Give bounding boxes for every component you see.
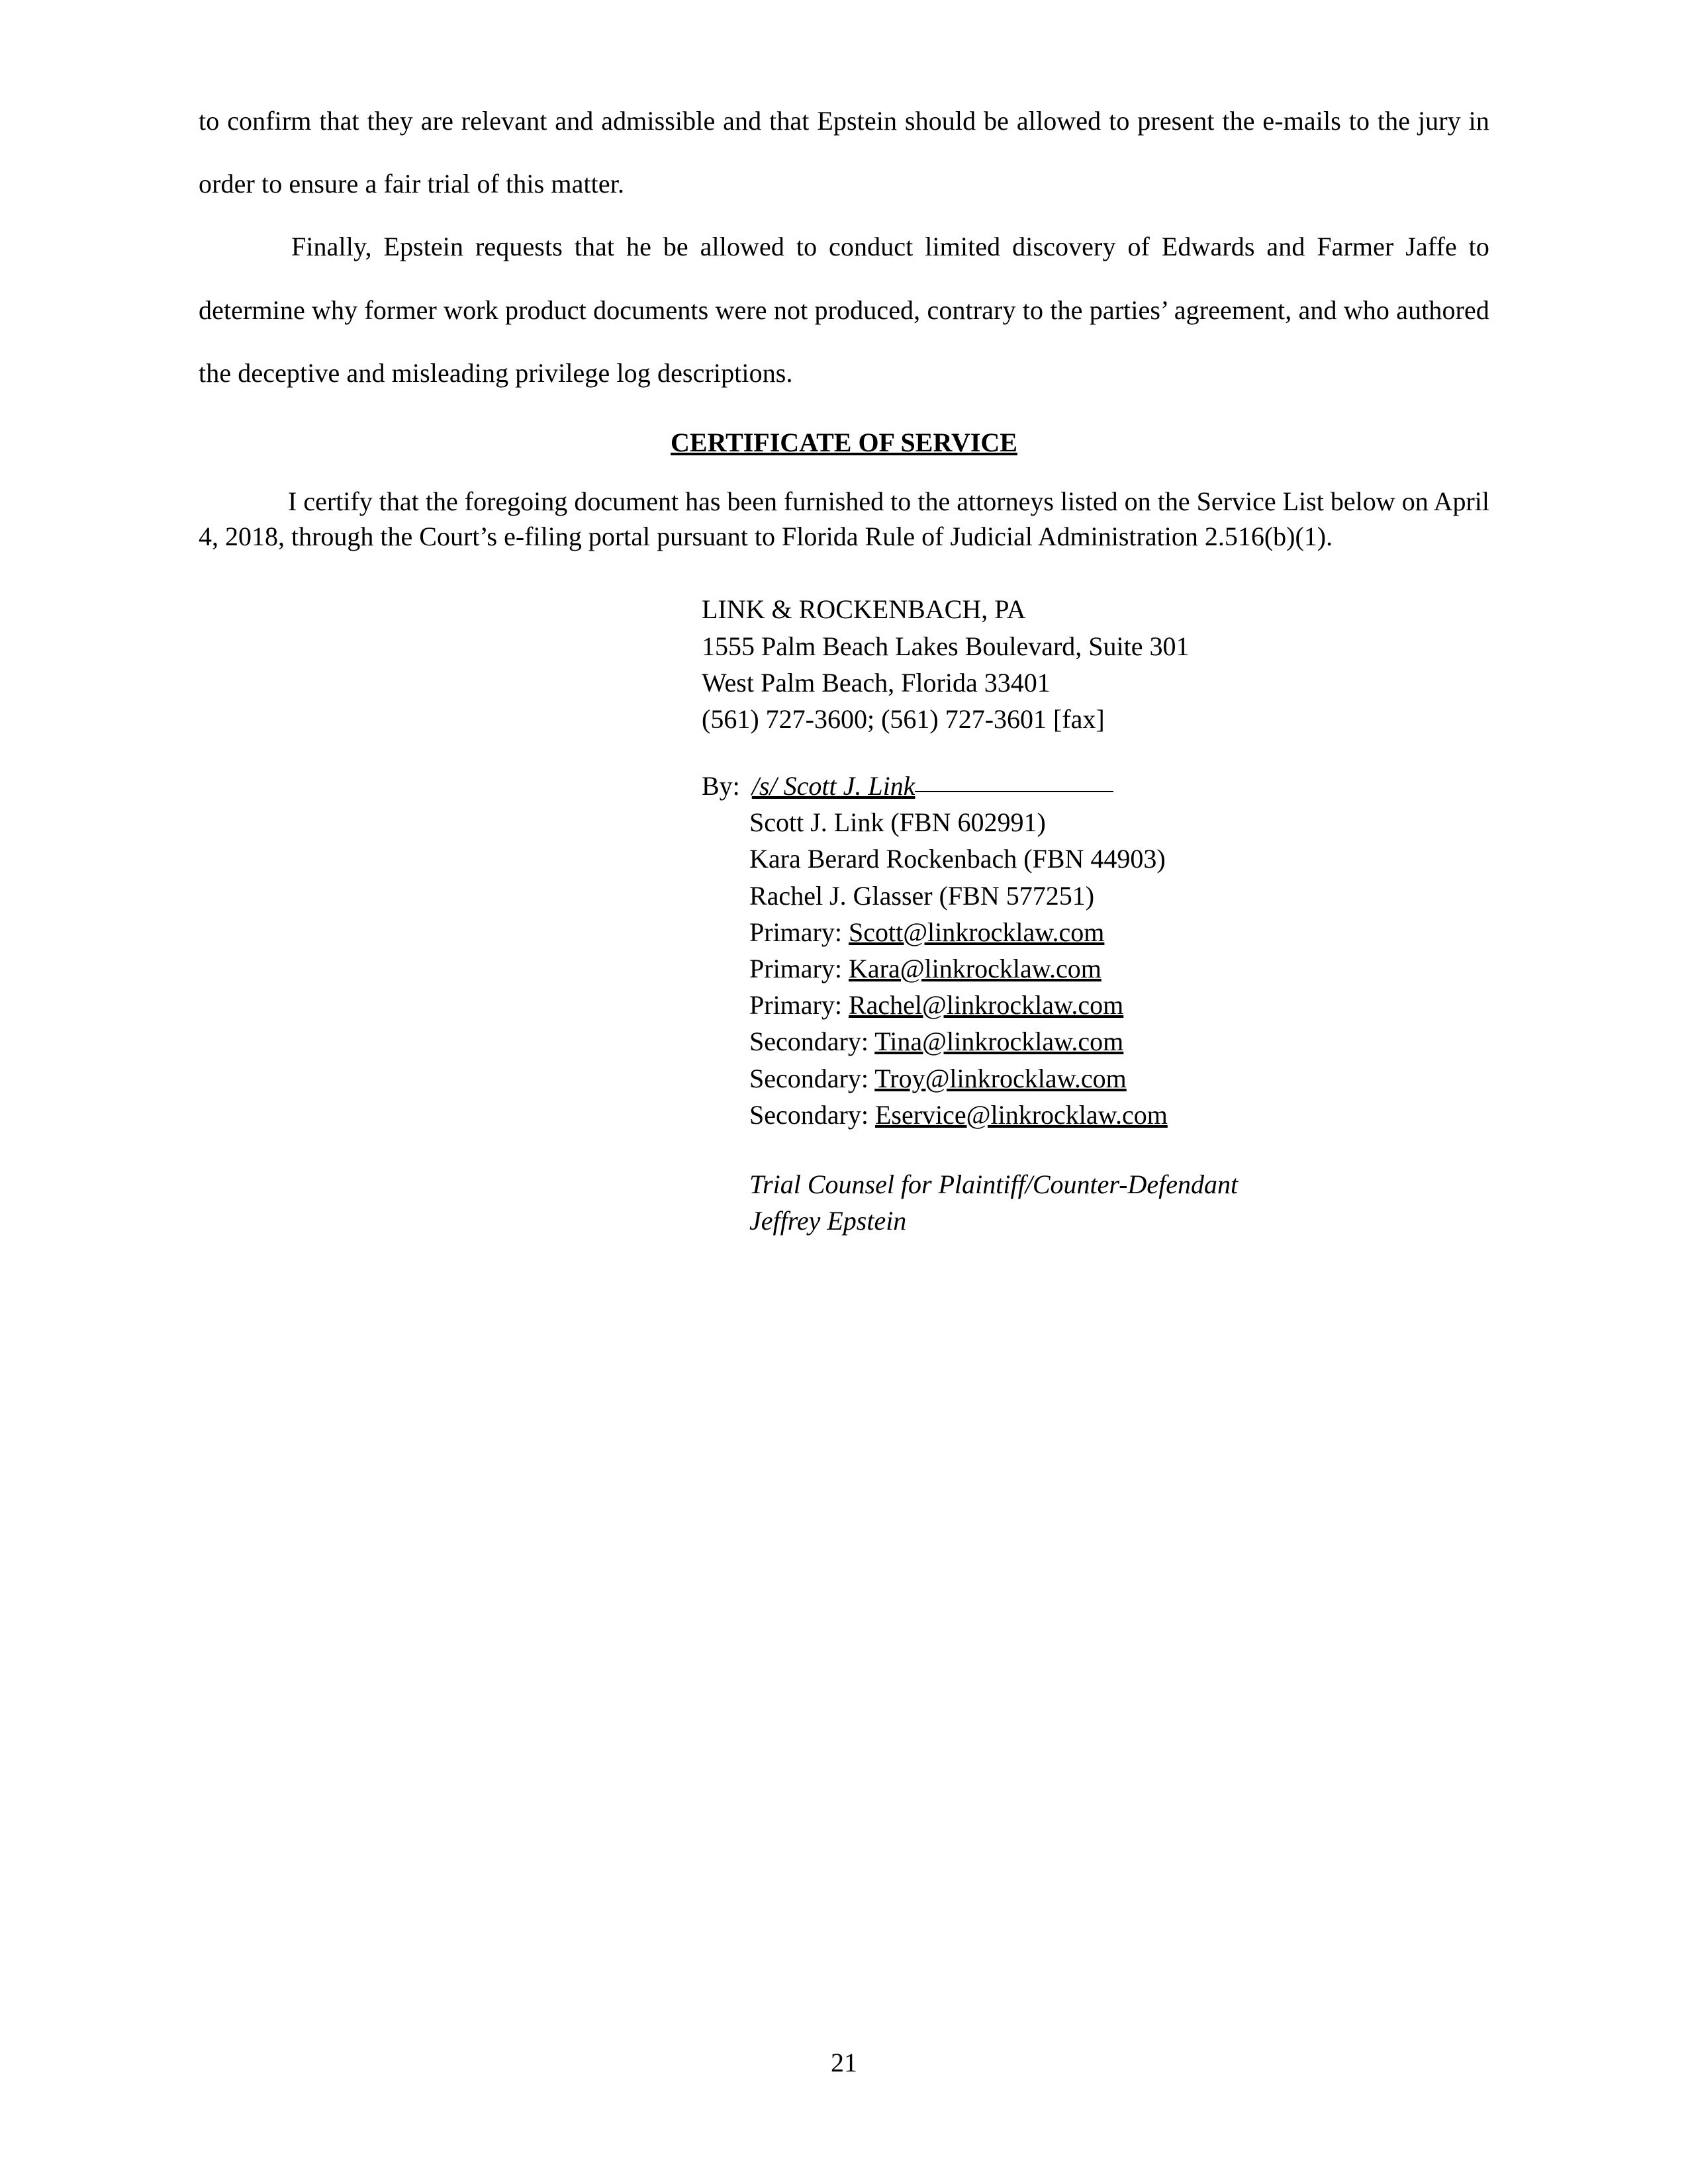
certificate-of-service-heading-text: CERTIFICATE OF SERVICE [671, 427, 1017, 457]
signature-rule [915, 791, 1113, 792]
certificate-of-service-text: I certify that the foregoing document has been furnished to the attorneys listed on the Service List below on April 4, 2018, through the Court’s e-filing portal pursuant to Florida Rule of Judicial Administration 2.516(b)(1). [199, 486, 1489, 552]
attorney-name: Kara Berard Rockenbach (FBN 44903) [749, 844, 1166, 874]
counsel-role-line-1: Trial Counsel for Plaintiff/Counter-Defendant [749, 1169, 1239, 1199]
email-row [749, 1060, 1489, 1097]
signature-block [702, 591, 1489, 1239]
firm-phone-line: (561) 727-3600; (561) 727-3601 [fax] [702, 704, 1105, 734]
certificate-of-service-heading [199, 424, 1489, 461]
page-number: 21 [831, 2048, 857, 2077]
email-address[interactable]: Rachel@linkrocklaw.com [848, 990, 1124, 1021]
firm-address-line-2: West Palm Beach, Florida 33401 [702, 667, 1051, 698]
paragraph-finally-text: Finally, Epstein requests that he be allowed to conduct limited discovery of Edwards and Farmer Jaffe to determine why former work product documents were not produced, contrary to the parties’ agreement, and who authored the deceptive and misleading privilege log descriptions. [199, 232, 1489, 388]
email-label: Secondary: [749, 1026, 868, 1057]
certificate-of-service-paragraph [199, 484, 1489, 554]
counsel-role-line-2: Jeffrey Epstein [749, 1206, 907, 1236]
email-label: Primary: [749, 990, 842, 1021]
email-address[interactable]: Tina@linkrocklaw.com [874, 1026, 1124, 1057]
email-label: Primary: [749, 954, 842, 983]
attorney-name: Scott J. Link (FBN 602991) [749, 807, 1046, 838]
email-address[interactable]: Eservice@linkrocklaw.com [874, 1099, 1168, 1130]
email-label: Secondary: [749, 1063, 868, 1093]
email-row [749, 950, 1489, 987]
email-address[interactable]: Kara@linkrocklaw.com [848, 954, 1102, 983]
paragraph-continuation-text: to confirm that they are relevant and admissible and that Epstein should be allowed to present the e-mails to the jury in order to ensure a fair trial of this matter. [199, 106, 1489, 199]
email-label: Secondary: [749, 1099, 868, 1130]
firm-address-line-1: 1555 Palm Beach Lakes Boulevard, Suite 301 [702, 631, 1190, 661]
paragraph-finally [199, 215, 1489, 404]
firm-address-group [702, 591, 1489, 737]
signature-line [702, 768, 1489, 804]
signature-name: /s/ Scott J. Link [751, 771, 915, 801]
email-row [749, 914, 1489, 950]
email-address[interactable]: Scott@linkrocklaw.com [848, 917, 1105, 947]
attorney-name: Rachel J. Glasser (FBN 577251) [749, 880, 1095, 911]
email-row [749, 1023, 1489, 1060]
email-row [749, 1097, 1489, 1133]
attorney-list [749, 804, 1489, 1133]
page-content [199, 89, 1489, 1239]
firm-name: LINK & ROCKENBACH, PA [702, 594, 1026, 625]
counsel-role [749, 1166, 1489, 1239]
email-address[interactable]: Troy@linkrocklaw.com [874, 1063, 1127, 1093]
by-label: By: [702, 771, 740, 801]
paragraph-continuation [199, 89, 1489, 215]
email-row [749, 987, 1489, 1023]
email-label: Primary: [749, 917, 842, 947]
